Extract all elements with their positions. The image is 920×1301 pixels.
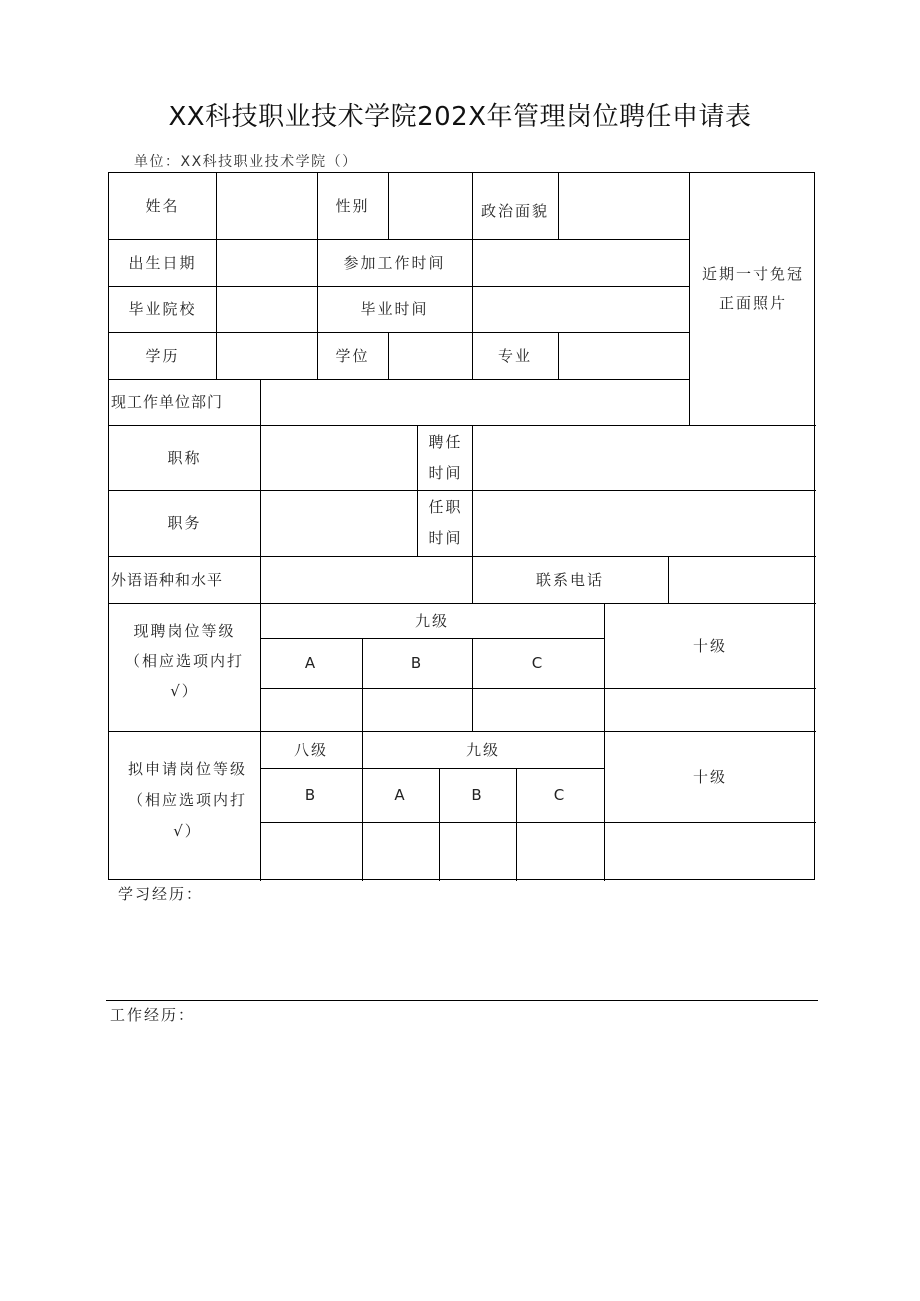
work-start-field[interactable] bbox=[473, 239, 689, 286]
school-label: 毕业院校 bbox=[128, 300, 197, 318]
application-form-table bbox=[108, 172, 815, 880]
grad-time-field[interactable] bbox=[473, 286, 689, 332]
gender-label: 性别 bbox=[335, 197, 370, 215]
degree-label: 学位 bbox=[335, 346, 370, 365]
apply-a-header: A bbox=[394, 786, 407, 804]
page-title: XX科技职业技术学院202X年管理岗位聘任申请表 bbox=[168, 102, 752, 132]
title-time-label: 聘任时间 bbox=[428, 432, 463, 482]
phone-field[interactable] bbox=[669, 556, 816, 603]
degree-field[interactable] bbox=[389, 332, 472, 379]
apply-c-check[interactable] bbox=[517, 823, 604, 879]
current-b-check[interactable] bbox=[363, 689, 472, 731]
duty-label: 职务 bbox=[167, 514, 202, 532]
title-rank-field[interactable] bbox=[261, 425, 417, 490]
photo-box[interactable] bbox=[690, 173, 816, 425]
major-field[interactable] bbox=[559, 332, 689, 379]
phone-label: 联系电话 bbox=[535, 570, 604, 589]
apply-a-check[interactable] bbox=[363, 823, 439, 879]
apply-eight-header: 八级 bbox=[293, 740, 328, 759]
section-divider bbox=[106, 1000, 818, 1001]
title-rank-label: 职称 bbox=[167, 448, 202, 467]
current-c-check[interactable] bbox=[473, 689, 604, 731]
current-level-label: 现聘岗位等级（相应选项内打√） bbox=[124, 622, 244, 700]
birth-field[interactable] bbox=[217, 239, 317, 286]
apply-b8-header: B bbox=[304, 786, 318, 804]
language-label: 外语语种和水平 bbox=[111, 570, 224, 589]
duty-time-field[interactable] bbox=[473, 490, 816, 556]
apply-b8-check[interactable] bbox=[261, 823, 362, 879]
photo-label: 近期一寸免冠正面照片 bbox=[701, 265, 804, 312]
dept-field[interactable] bbox=[261, 379, 689, 425]
apply-b-header: B bbox=[471, 786, 484, 804]
name-field[interactable] bbox=[217, 173, 317, 239]
current-a-check[interactable] bbox=[261, 689, 362, 731]
apply-c-header: C bbox=[553, 786, 567, 804]
title-time-field[interactable] bbox=[473, 425, 816, 490]
current-b-header: B bbox=[410, 654, 424, 672]
work-start-label: 参加工作时间 bbox=[343, 253, 446, 272]
duty-time-label: 任职时间 bbox=[428, 498, 463, 547]
apply-b-check[interactable] bbox=[440, 823, 516, 879]
language-field[interactable] bbox=[261, 556, 472, 603]
birth-label: 出生日期 bbox=[128, 253, 197, 272]
education-label: 学历 bbox=[145, 346, 180, 365]
dept-label: 现工作单位部门 bbox=[111, 393, 224, 411]
name-label: 姓名 bbox=[145, 197, 180, 215]
work-history-label: 工作经历： bbox=[110, 1006, 196, 1024]
school-field[interactable] bbox=[217, 286, 317, 332]
political-label: 政治面貌 bbox=[480, 202, 549, 220]
duty-field[interactable] bbox=[261, 490, 417, 556]
study-history-label: 学习经历： bbox=[118, 885, 204, 903]
unit-label: 单位：XX科技职业技术学院（） bbox=[134, 154, 358, 170]
major-label: 专业 bbox=[497, 346, 532, 365]
gender-field[interactable] bbox=[389, 173, 472, 239]
education-field[interactable] bbox=[217, 332, 317, 379]
current-ten-header: 十级 bbox=[692, 636, 727, 655]
current-c-header: C bbox=[531, 654, 545, 672]
grad-time-label: 毕业时间 bbox=[360, 300, 429, 318]
work-history-area[interactable] bbox=[108, 1026, 815, 1266]
apply-ten-check[interactable] bbox=[605, 823, 816, 879]
political-field[interactable] bbox=[559, 173, 689, 239]
current-ten-check[interactable] bbox=[605, 689, 816, 731]
study-history-area[interactable] bbox=[108, 905, 815, 997]
current-nine-header: 九级 bbox=[414, 611, 449, 630]
apply-ten-header: 十级 bbox=[692, 767, 727, 786]
current-a-header: A bbox=[304, 654, 318, 672]
apply-nine-header: 九级 bbox=[465, 740, 500, 759]
apply-level-label: 拟申请岗位等级（相应选项内打√） bbox=[127, 759, 247, 840]
